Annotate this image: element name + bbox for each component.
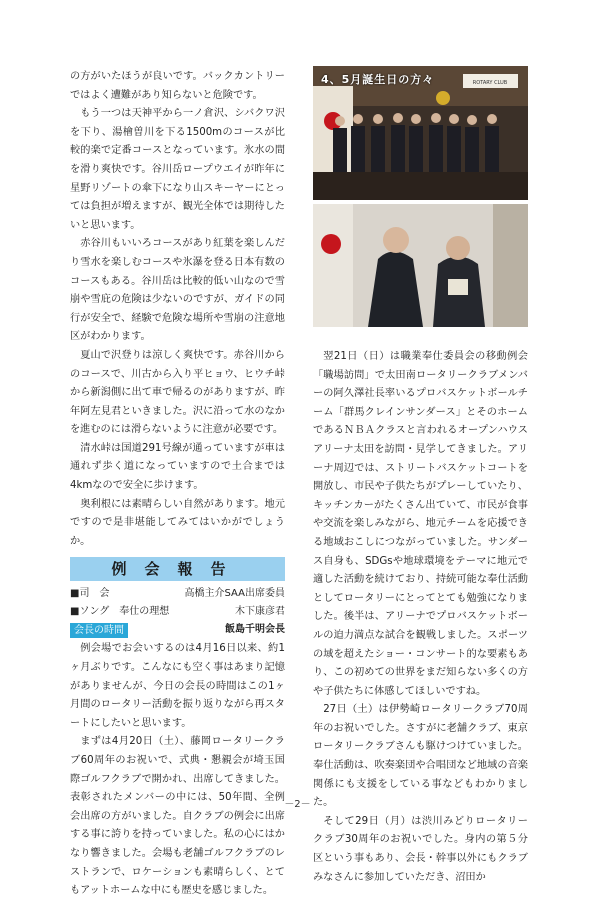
paragraph: 例会場でお会いするのは4月16日以来、約1ヶ月ぶりです。こんなにも空く事はあまり記憶がありませんが、今日の会長の時間はこの1ヶ月間のロータリー活動を振り返りながら再スタートにしたいと思います。	[70, 643, 285, 729]
paragraph: 夏山で沢登りは涼しく爽快です。赤谷川からのコースで、川古から入り平ヒョウ、ヒウチ峠から新潟側に出て車で帰るのがありますが、昨年阿左見君といきました。沢に沿って水のなかを進むのには滑らないように注意が必要です。	[70, 349, 285, 436]
left-column	[70, 68, 285, 901]
award-photo-image	[313, 204, 528, 327]
president-time-badge: 会長の時間	[70, 623, 128, 638]
report-text	[70, 640, 285, 900]
article-text-left	[70, 68, 285, 551]
paragraph: まずは4月20日（土）、藤岡ロータリークラブ60周年のお祝いで、式典・懇親会が埼玉国際ゴルフクラブで開かれ、出席してきました。表彰されたメンバーの中には、50年間、全例会出席の方がいました。自クラブの例会に出席する事に誇りを持っていました。私の心にはかなり響きました。会場も老舗ゴルフクラブのレストランで、ロケーションも素晴らしく、とてもアットホームな中にも歴史を感じました。	[70, 736, 285, 897]
meta-label: ■司 会	[70, 588, 110, 600]
paragraph: 清水峠は国道291号線が通っていますが車は通れず歩く道になっていますので土合までは4kmなので安全に歩けます。	[70, 442, 285, 492]
paragraph: もう一つは天神平から一ノ倉沢、シバクワ沢を下り、湯檜曽川を下る1500mのコースが比較的楽で定番コースとなっています。氷水の間を滑り爽快です。谷川岳ロープウエイが昨年に星野リゾートの傘下になり山スキーヤーにとっては負担が増えますが、観光全体では期待したいと思います。	[70, 108, 285, 231]
meta-value: 高橋主介SAA出席委員	[184, 588, 285, 600]
paragraph: 翌21日（日）は職業奉仕委員会の移動例会「職場訪問」で太田南ロータリークラブメンバーの阿久澤社長率いるプロバスケットボールチーム「群馬クレインサンダース」とそのホームであるＮＢＡクラスと言われるオープンハウスアリーナ太田を訪問・見学してきました。アリーナ周辺では、ストリートバスケットコートを開放し、市民や子供たちがプレーしていたり、キッチンカーがたくさん出ていて、市民が食事や交流を楽しみながら、地元チームを応援できる地域おこしにつながっていました。サンダース自身も、SDGsや地球環境をテーマに地元で適した活動を続けており、持続可能な奉仕活動としてロータリーにとってとても勉強になりました。後半は、アリーナでプロバスケットボールの迫力満点な試合を観戦しました。スポーツの域を超えたショー・コンサート的な要素もあり、この初めての世界をまだ知らない多くの方や子供たちに体感してほしいですね。	[313, 351, 528, 697]
president-award-photo	[313, 204, 528, 327]
meta-value: 木下康彦君	[235, 606, 285, 618]
section-title: 例会報告	[111, 560, 244, 579]
meeting-meta	[70, 585, 285, 621]
president-time-row	[70, 621, 285, 639]
photo-banner-text: ROTARY CLUB	[472, 80, 508, 86]
president-name: 飯島千明会長	[225, 624, 285, 636]
photo-caption: 4、5月誕生日の方々	[321, 73, 435, 86]
paragraph: そして29日（月）は渋川みどりロータリークラブ30周年のお祝いでした。身内の第５分区という事もあり、会長・幹事以外にもクラブみなさんに参加していただき、沼田か	[313, 815, 528, 883]
meta-row	[70, 603, 285, 621]
meta-label: ■ソング 奉仕の理想	[70, 606, 170, 618]
paragraph: の方がいたほうが良いです。バックカントリーではよく遭難があり知らないと危険です。	[70, 71, 285, 101]
meta-row	[70, 585, 285, 603]
birthday-group-photo	[313, 66, 528, 200]
paragraph: 赤谷川もいいろコースがあり紅葉を楽しんだり雪水を楽しむコースや氷瀑を登る日本有数のコースもある。谷川岳は比較的低い山なので雪崩や雪庇の危険は少ないのですが、ガイドの同行が安全で、経験で危険な場所や雪崩の注意地区がわかります。	[70, 238, 285, 343]
page-number: －2－	[284, 799, 311, 810]
section-header	[70, 557, 285, 581]
paragraph: 奥利根には素晴らしい自然があります。地元ですので是非堪能してみてはいかがでしょうか。	[70, 498, 285, 547]
paragraph: 27日（土）は伊勢崎ロータリークラブ70周年のお祝いでした。さすがに老舗クラブ、東京ロータリークラブさんも駆けつけていました。奉仕活動は、吹奏楽団や合唱団など地域の音楽関係にも支援をしている事などもわかりました。	[313, 704, 528, 809]
